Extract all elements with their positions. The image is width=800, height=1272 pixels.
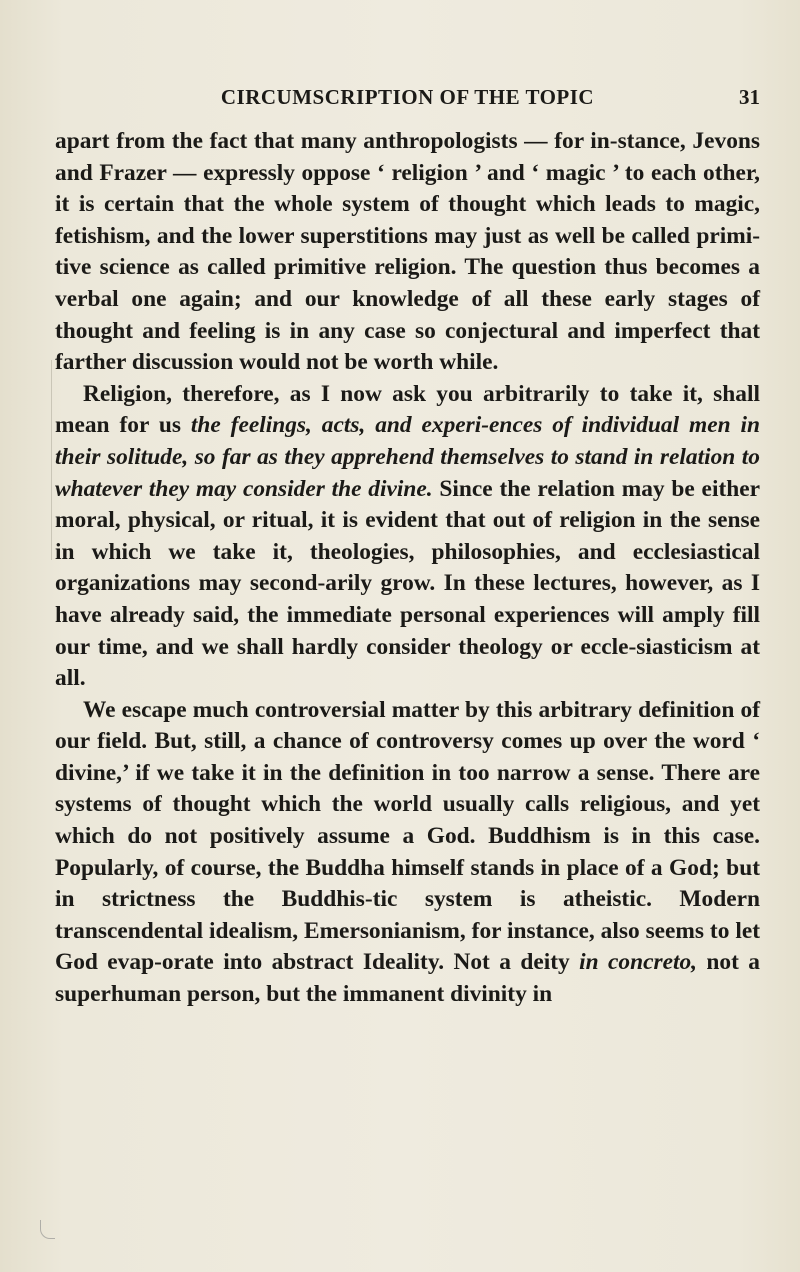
paragraph-2 (55, 379, 760, 695)
text-segment: apart from the fact that many anthropologists — for in-stance, Jevons and Frazer — expressly oppose ‘ religion ’ and ‘ magic ’ to each other, it is certain that the whole system of thought which leads to magic, fetishism, and the lower superstitions may just as well be called primi-tive science as called primitive religion. The question thus becomes a verbal one again; and our knowledge of all these early stages of thought and feeling is in any case so conjectural and imperfect that farther discussion would not be worth while. (55, 128, 760, 376)
italic-definition: the feelings, acts, and experi-ences of individual men in their solitude, so far as they apprehend themselves to stand in relation to whatever they may consider the divine. (55, 412, 760, 502)
body-text (55, 126, 760, 1011)
paragraph-3 (55, 695, 760, 1011)
page-number: 31 (739, 85, 760, 109)
paragraph-1 (55, 126, 760, 379)
text-segment: Religion, therefore, as I now ask you arbitrarily to take it, shall mean for us (55, 380, 760, 439)
running-title: CIRCUMSCRIPTION OF THE TOPIC (220, 85, 595, 109)
running-head (55, 85, 760, 115)
text-segment: not a superhuman person, but the immanent divinity in (55, 949, 760, 1008)
text-segment: We escape much controversial matter by this arbitrary definition of our field. But, still, a chance of controversy comes up over the word ‘ divine,’ if we take it in the definition in too narrow a sense. There are systems of thought which the world usually calls religious, and yet which do not positively assume a God. Buddhism is in this case. Popularly, of course, the Buddha himself stands in place of a God; but in strictness the Buddhis-tic system is atheistic. Modern transcendental idealism, Emersonianism, for instance, also seems to let God evap-orate into abstract Ideality. Not a deity (55, 696, 760, 976)
margin-pencil-mark (40, 1220, 55, 1239)
text-segment: Since the relation may be either moral, physical, or ritual, it is evident that out of religion in the sense in which we take it, theologies, philosophies, and ecclesiastical organizations may second-arily grow. In these lectures, however, as I have already said, the immediate personal experiences will amply fill our time, and we shall hardly consider theology or eccle-siasticism at all. (55, 475, 760, 692)
italic-phrase: in concreto, (579, 949, 698, 976)
page-crease (51, 360, 52, 560)
